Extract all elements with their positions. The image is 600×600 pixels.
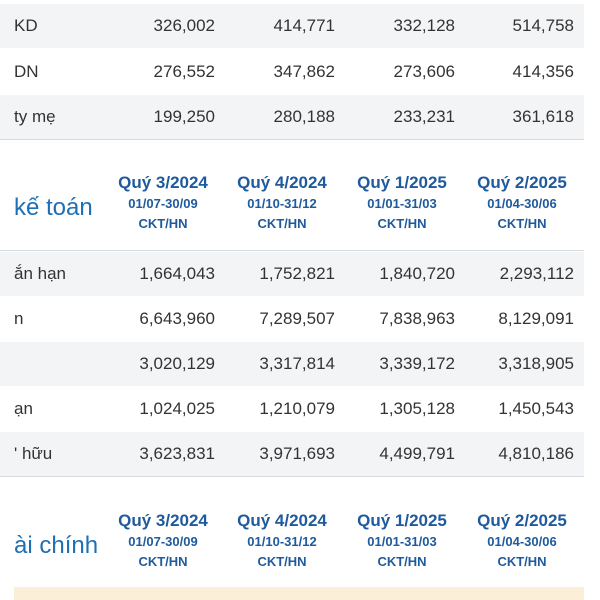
value-q2-2025: 3,318,905 bbox=[498, 354, 574, 373]
value-q3-2024: 326,002 bbox=[153, 16, 215, 35]
row-divider bbox=[0, 476, 584, 477]
quarter-label: Quý 2/2025 bbox=[477, 511, 567, 530]
date-range: 01/01-31/03 bbox=[367, 534, 437, 549]
date-range: 01/04-30/06 bbox=[487, 534, 557, 549]
row-label: ty mẹ bbox=[14, 107, 56, 126]
quarter-label: Quý 3/2024 bbox=[118, 173, 208, 192]
value-q2-2025: 1,450,543 bbox=[498, 399, 574, 418]
table-row bbox=[0, 432, 584, 476]
value-q3-2024: 6,643,960 bbox=[139, 309, 215, 328]
table-row bbox=[0, 387, 584, 431]
value-q1-2025: 4,499,791 bbox=[379, 444, 455, 463]
highlight-row-strip bbox=[14, 587, 584, 600]
row-label: DN bbox=[14, 62, 39, 81]
column-header-q3-2024[interactable] bbox=[103, 172, 223, 234]
value-q1-2025: 273,606 bbox=[393, 62, 455, 81]
table-row bbox=[0, 342, 584, 386]
table-row bbox=[0, 252, 584, 296]
value-q4-2024: 3,317,814 bbox=[259, 354, 335, 373]
column-header-q4-2024[interactable] bbox=[222, 510, 342, 572]
quarter-label: Quý 4/2024 bbox=[237, 511, 327, 530]
row-label: n bbox=[14, 309, 24, 328]
value-q1-2025: 332,128 bbox=[393, 16, 455, 35]
value-q1-2025: 233,231 bbox=[393, 107, 455, 126]
row-label: ắn hạn bbox=[14, 264, 66, 283]
value-q2-2025: 4,810,186 bbox=[498, 444, 574, 463]
value-q4-2024: 280,188 bbox=[273, 107, 335, 126]
value-q3-2024: 1,664,043 bbox=[139, 264, 215, 283]
value-q4-2024: 3,971,693 bbox=[259, 444, 335, 463]
value-q3-2024: 1,024,025 bbox=[139, 399, 215, 418]
date-range: 01/04-30/06 bbox=[487, 196, 557, 211]
report-type: CKT/HN bbox=[497, 554, 547, 569]
report-type: CKT/HN bbox=[497, 216, 547, 231]
date-range: 01/10-31/12 bbox=[247, 534, 317, 549]
report-type: CKT/HN bbox=[377, 554, 427, 569]
column-header-q2-2025[interactable] bbox=[462, 510, 582, 572]
column-header-q1-2025[interactable] bbox=[342, 510, 462, 572]
table-row bbox=[0, 50, 584, 94]
value-q3-2024: 276,552 bbox=[153, 62, 215, 81]
date-range: 01/10-31/12 bbox=[247, 196, 317, 211]
report-type: CKT/HN bbox=[138, 554, 188, 569]
row-label: KD bbox=[14, 16, 38, 35]
report-type: CKT/HN bbox=[377, 216, 427, 231]
section-header-financial bbox=[0, 502, 584, 594]
value-q1-2025: 1,305,128 bbox=[379, 399, 455, 418]
quarter-label: Quý 1/2025 bbox=[357, 511, 447, 530]
row-label: ạn bbox=[14, 399, 33, 418]
table-row bbox=[0, 95, 584, 139]
value-q1-2025: 3,339,172 bbox=[379, 354, 455, 373]
date-range: 01/07-30/09 bbox=[128, 534, 198, 549]
value-q3-2024: 3,623,831 bbox=[139, 444, 215, 463]
column-header-q1-2025[interactable] bbox=[342, 172, 462, 234]
report-type: CKT/HN bbox=[257, 216, 307, 231]
table-row bbox=[0, 297, 584, 341]
value-q3-2024: 199,250 bbox=[153, 107, 215, 126]
column-header-q2-2025[interactable] bbox=[462, 172, 582, 234]
value-q2-2025: 2,293,112 bbox=[499, 264, 574, 283]
value-q4-2024: 1,752,821 bbox=[259, 264, 335, 283]
row-divider bbox=[0, 139, 584, 140]
report-type: CKT/HN bbox=[138, 216, 188, 231]
value-q4-2024: 7,289,507 bbox=[259, 309, 335, 328]
section-title: kế toán bbox=[14, 194, 93, 221]
value-q1-2025: 1,840,720 bbox=[379, 264, 455, 283]
quarter-label: Quý 3/2024 bbox=[118, 511, 208, 530]
section-title: ài chính bbox=[14, 532, 99, 559]
value-q1-2025: 7,838,963 bbox=[379, 309, 455, 328]
report-type: CKT/HN bbox=[257, 554, 307, 569]
column-header-q4-2024[interactable] bbox=[222, 172, 342, 234]
value-q4-2024: 414,771 bbox=[273, 16, 335, 35]
value-q4-2024: 1,210,079 bbox=[259, 399, 335, 418]
date-range: 01/01-31/03 bbox=[367, 196, 437, 211]
table-row bbox=[0, 4, 584, 48]
value-q2-2025: 514,758 bbox=[512, 16, 574, 35]
value-q2-2025: 361,618 bbox=[512, 107, 574, 126]
value-q2-2025: 8,129,091 bbox=[498, 309, 574, 328]
column-header-q3-2024[interactable] bbox=[103, 510, 223, 572]
date-range: 01/07-30/09 bbox=[128, 196, 198, 211]
value-q2-2025: 414,356 bbox=[512, 62, 574, 81]
row-label: ' hữu bbox=[14, 444, 53, 463]
quarter-label: Quý 4/2024 bbox=[237, 173, 327, 192]
quarter-label: Quý 1/2025 bbox=[357, 173, 447, 192]
value-q3-2024: 3,020,129 bbox=[139, 354, 215, 373]
section-header-accounting bbox=[0, 164, 584, 256]
value-q4-2024: 347,862 bbox=[273, 62, 335, 81]
quarter-label: Quý 2/2025 bbox=[477, 173, 567, 192]
header-divider bbox=[0, 250, 584, 251]
